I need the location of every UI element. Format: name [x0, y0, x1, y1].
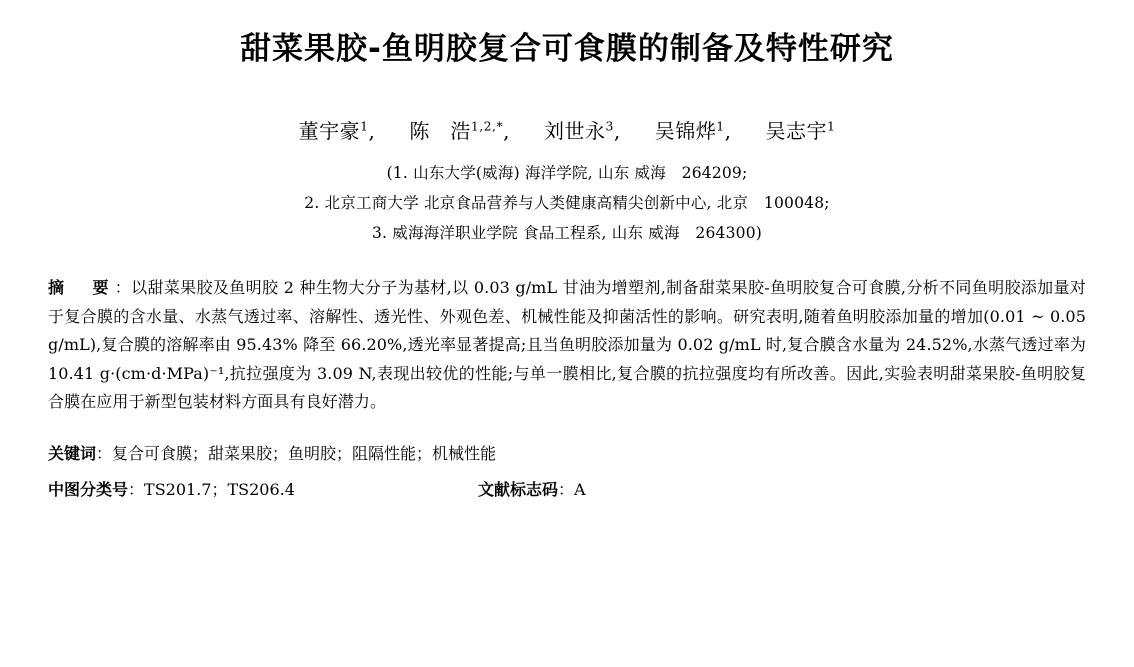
doc-code-label: 文献标志码: [478, 480, 559, 500]
author-affil-marker: 1,2,*: [470, 118, 504, 134]
doc-code-block: [478, 475, 1086, 505]
abstract-section: [48, 274, 1086, 416]
doc-code-value: A: [574, 480, 586, 500]
author-item: [299, 115, 369, 144]
classification-row: [48, 475, 1086, 505]
clc-value: TS201.7；TS206.4: [144, 480, 295, 500]
author-name: 吴志宇: [765, 118, 828, 143]
author-affil-marker: 3: [605, 118, 614, 134]
page-title: 甜菜果胶-鱼明胶复合可食膜的制备及特性研究: [240, 31, 894, 67]
keywords-text: 复合可食膜；甜菜果胶；鱼明胶；阻隔性能；机械性能: [112, 443, 497, 463]
clc-block: [48, 475, 478, 505]
abstract-label: 摘 要: [48, 278, 115, 298]
affiliation-item: (1. 山东大学(威海) 海洋学院, 山东 威海 264209;: [386, 163, 748, 182]
clc-label: 中图分类号: [48, 480, 129, 500]
author-name: 董宇豪: [298, 118, 361, 143]
author-affil-marker: 1: [827, 118, 836, 134]
affiliation-item: 2. 北京工商大学 北京食品营养与人类健康高精尖创新中心, 北京 100048;: [304, 193, 830, 212]
affiliation-item: 3. 威海海洋职业学院 食品工程系, 山东 威海 264300): [371, 224, 763, 243]
affiliation-list: [48, 158, 1086, 249]
keywords-section: [48, 439, 1086, 469]
author-name: 吴锦烨: [654, 118, 717, 143]
author-item: [544, 115, 614, 144]
keywords-label: 关键词: [48, 443, 97, 463]
author-item: [655, 115, 725, 144]
author-item: [409, 115, 503, 144]
abstract-text: 以甜菜果胶及鱼明胶 2 种生物大分子为基材,以 0.03 g/mL 甘油为增塑剂,制备甜菜果胶-鱼明胶复合可食膜,分析不同鱼明胶添加量对于复合膜的含水量、水蒸气透过率、溶解性、透光性、外观色差、机械性能及抑菌活性的影响。研究表明,随着鱼明胶添加量的增加(0.01 ~ 0.05 g/mL),复合膜的溶解率由 95.43% 降至 66.20%,透光率显著提高;且当鱼明胶添加量为 0.02 g/mL 时,复合膜含水量为 24.52%,水蒸气透过率为 10.41 g·(cm·d·MPa)⁻¹,抗拉强度为 3.09 N,表现出较优的性能;与单一膜相比,复合膜的抗拉强度均有所改善。因此,实验表明甜菜果胶-鱼明胶复合膜在应用于新型包装材料方面具有良好潜力。: [48, 278, 1086, 412]
doc-code-colon: ：: [558, 480, 575, 500]
author-name: 陈 浩: [409, 118, 471, 143]
author-affil-marker: 1: [716, 118, 725, 134]
keywords-colon: ：: [96, 443, 113, 463]
author-item: [766, 115, 836, 144]
clc-colon: ：: [128, 480, 145, 500]
abstract-colon: ：: [114, 278, 132, 298]
author-affil-marker: 1: [360, 118, 369, 134]
author-list: 董宇豪$^1$, 陈 浩$^{1,2,*}$, 刘世永$^3$, 吴锦烨$^1$, 吴志宇$^1$: [48, 115, 1086, 144]
author-name: 刘世永: [544, 118, 606, 143]
